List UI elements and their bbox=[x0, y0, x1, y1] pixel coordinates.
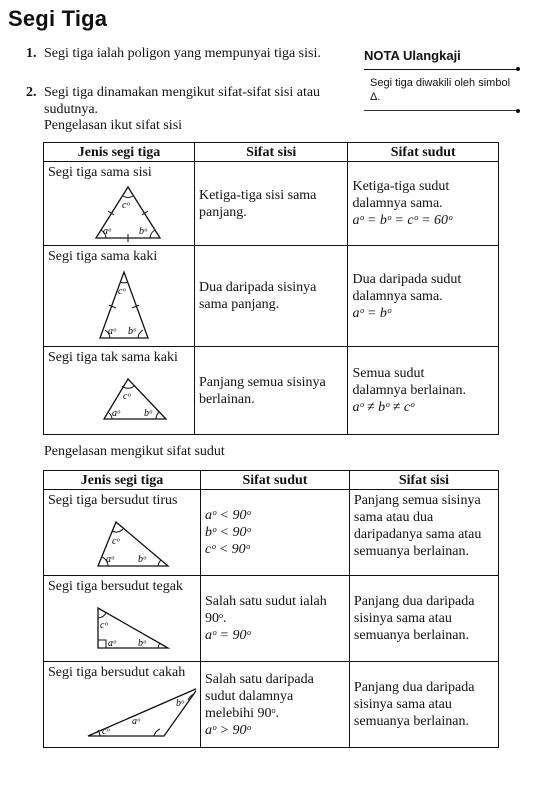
angle-classification-table bbox=[43, 470, 499, 748]
angle-b-label: bᵒ bbox=[138, 554, 146, 565]
angle-b-label: bᵒ bbox=[144, 408, 152, 419]
triangle-type-name: Segi tiga sama kaki bbox=[48, 249, 158, 264]
column-header: Jenis segi tiga bbox=[44, 143, 195, 162]
property-line: 90ᵒ. bbox=[205, 611, 227, 626]
triangle-type-name: Segi tiga bersudut tegak bbox=[48, 579, 183, 594]
point-text bbox=[44, 84, 320, 118]
table-row bbox=[44, 490, 499, 576]
property-line: dalamnya berlainan. bbox=[352, 383, 466, 398]
note-box bbox=[364, 69, 516, 111]
property-line: Semua sudut bbox=[352, 366, 425, 381]
type-cell bbox=[44, 662, 201, 748]
side-classification-table bbox=[43, 142, 499, 435]
point-text: Segi tiga ialah poligon yang mempunyai tiga sisi. bbox=[44, 46, 321, 61]
angle-a-label: aᵒ bbox=[106, 554, 114, 565]
angle-b-label: bᵒ bbox=[176, 698, 184, 709]
scalene-triangle-diagram bbox=[48, 369, 188, 425]
angle-property-cell bbox=[348, 246, 499, 347]
type-cell bbox=[44, 246, 195, 347]
note-text: Segi tiga diwakili oleh simbol Δ. bbox=[370, 77, 511, 103]
column-header: Sifat sisi bbox=[194, 143, 347, 162]
property-line: dalamnya sama. bbox=[352, 288, 443, 304]
column-header: Jenis segi tiga bbox=[44, 471, 201, 490]
equilateral-triangle-diagram bbox=[48, 184, 188, 242]
angle-property-cell bbox=[201, 576, 350, 662]
column-header: Sifat sudut bbox=[201, 471, 350, 490]
triangle-type-name: Segi tiga bersudut cakah bbox=[48, 665, 186, 680]
page-title: Segi Tiga bbox=[8, 6, 108, 31]
angle-b-label: bᵒ bbox=[128, 326, 136, 337]
angle-formula: aᵒ = bᵒ = cᵒ = 60ᵒ bbox=[352, 213, 453, 228]
note-dot bbox=[516, 67, 520, 71]
angle-c-label: cᵒ bbox=[122, 200, 130, 211]
angle-property-cell bbox=[201, 662, 350, 748]
side-property-cell: Panjang dua daripada sisinya sama atau semuanya berlainan. bbox=[349, 662, 498, 748]
point-text-line: Segi tiga dinamakan mengikut sifat-sifat sisi atau bbox=[44, 85, 321, 100]
table-header-row bbox=[44, 143, 499, 162]
angle-formula: aᵒ > 90ᵒ bbox=[205, 722, 251, 738]
angle-formula: aᵒ ≠ bᵒ ≠ cᵒ bbox=[352, 400, 415, 415]
side-property-cell: Ketiga-tiga sisi sama panjang. bbox=[194, 162, 347, 246]
property-line: dalamnya sama. bbox=[352, 196, 443, 211]
triangle-type-name: Segi tiga bersudut tirus bbox=[48, 493, 178, 508]
property-line: aᵒ < 90ᵒ bbox=[205, 508, 251, 523]
type-cell bbox=[44, 576, 201, 662]
column-header: Sifat sisi bbox=[349, 471, 498, 490]
type-cell bbox=[44, 347, 195, 435]
point-number: 1. bbox=[26, 46, 37, 61]
angle-a-label: aᵒ bbox=[108, 326, 116, 337]
property-line: melebihi 90ᵒ. bbox=[205, 705, 280, 721]
property-line: Salah satu daripada bbox=[205, 671, 314, 687]
isosceles-triangle-diagram bbox=[48, 268, 188, 344]
type-cell bbox=[44, 490, 201, 576]
property-line: bᵒ < 90ᵒ bbox=[205, 525, 251, 540]
angle-c-label: cᵒ bbox=[100, 620, 108, 631]
angle-b-label: bᵒ bbox=[139, 226, 147, 237]
side-property-cell: Panjang semua sisinya berlainan. bbox=[194, 347, 347, 435]
angle-property-cell bbox=[348, 162, 499, 246]
side-property-cell: Panjang semua sisinya sama atau dua daripadanya sama atau semuanya berlainan. bbox=[349, 490, 498, 576]
angle-a-label: aᵒ bbox=[103, 226, 111, 237]
property-line: Dua daripada sudut bbox=[352, 271, 462, 287]
side-property-cell: Panjang dua daripada sisinya sama atau semuanya berlainan. bbox=[349, 576, 498, 662]
note-dot bbox=[516, 109, 520, 113]
angle-a-label: aᵒ bbox=[108, 638, 116, 649]
angle-formula: aᵒ = 90ᵒ bbox=[205, 628, 251, 643]
angle-a-label: aᵒ bbox=[112, 408, 120, 419]
table-row bbox=[44, 347, 499, 435]
table-row bbox=[44, 576, 499, 662]
point-number: 2. bbox=[26, 85, 37, 100]
angle-c-label: cᵒ bbox=[102, 726, 110, 737]
angle-property-cell bbox=[348, 347, 499, 435]
property-line: cᵒ < 90ᵒ bbox=[205, 542, 250, 557]
angle-a-label: aᵒ bbox=[132, 716, 140, 727]
right-triangle-diagram bbox=[48, 598, 196, 656]
column-header: Sifat sudut bbox=[348, 143, 499, 162]
angle-c-label: cᵒ bbox=[112, 536, 120, 547]
triangle-type-name: Segi tiga tak sama kaki bbox=[48, 350, 178, 365]
property-line: Salah satu sudut ialah bbox=[205, 594, 327, 609]
table-row bbox=[44, 662, 499, 748]
angle-c-label: cᵒ bbox=[118, 286, 126, 297]
property-line: sudut dalamnya bbox=[205, 688, 294, 704]
angle-property-cell bbox=[201, 490, 350, 576]
property-line: Ketiga-tiga sudut bbox=[352, 179, 450, 194]
revision-note bbox=[364, 48, 516, 111]
table-row bbox=[44, 162, 499, 246]
triangle-type-name: Segi tiga sama sisi bbox=[48, 165, 152, 180]
type-cell bbox=[44, 162, 195, 246]
table-header-row bbox=[44, 471, 499, 490]
angle-formula: aᵒ = bᵒ bbox=[352, 305, 391, 321]
table-row bbox=[44, 246, 499, 347]
angle-b-label: bᵒ bbox=[138, 638, 146, 649]
point-text-line: sudutnya. bbox=[44, 102, 99, 117]
table1-caption: Pengelasan ikut sifat sisi bbox=[44, 118, 183, 133]
side-property-cell: Dua daripada sisinya sama panjang. bbox=[194, 246, 347, 347]
table2-caption: Pengelasan mengikut sifat sudut bbox=[44, 444, 225, 459]
acute-triangle-diagram bbox=[48, 512, 196, 572]
note-title: NOTA Ulangkaji bbox=[364, 48, 461, 63]
angle-c-label: cᵒ bbox=[123, 391, 131, 402]
obtuse-triangle-diagram bbox=[48, 684, 196, 742]
